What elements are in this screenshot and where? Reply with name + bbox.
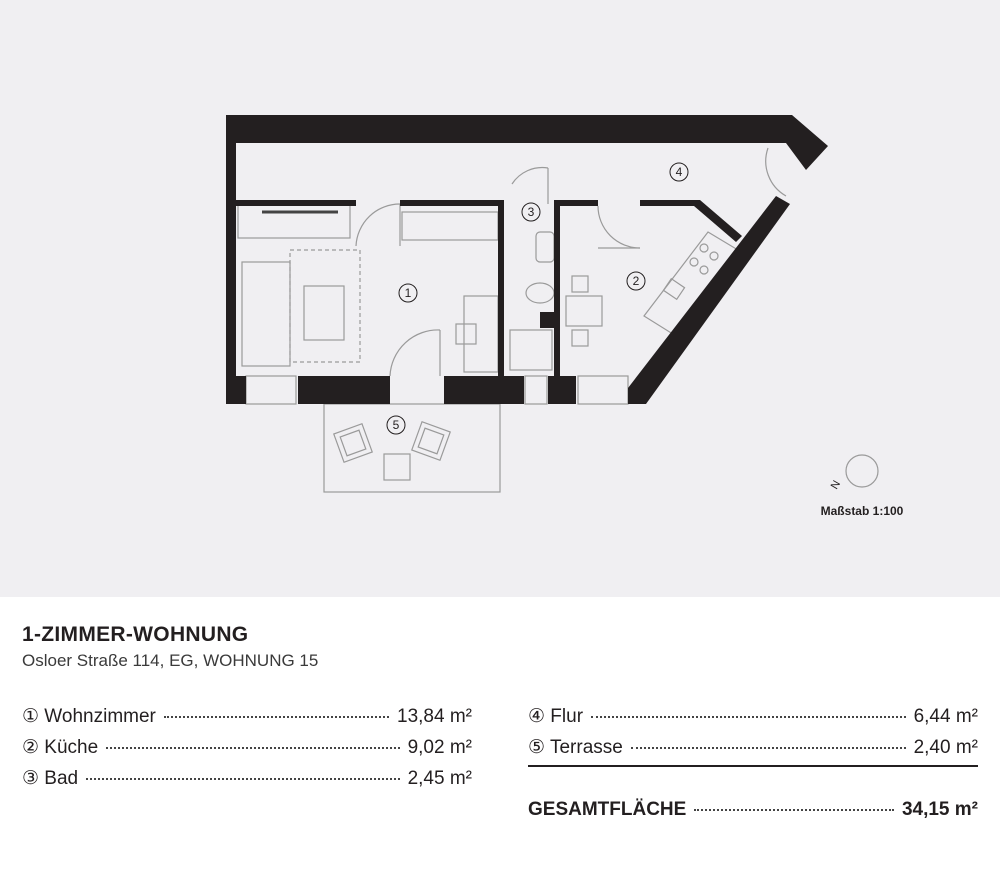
dot-leader bbox=[694, 809, 894, 811]
rug bbox=[290, 250, 360, 362]
room-row-label: ② Küche bbox=[22, 737, 99, 758]
kitchen-chair-bottom bbox=[572, 330, 588, 346]
kitchen-table bbox=[566, 296, 602, 326]
dot-leader bbox=[591, 716, 906, 718]
room-row-label: ① Wohnzimmer bbox=[22, 706, 156, 727]
room-row-terrasse bbox=[528, 736, 978, 760]
sofa bbox=[242, 262, 290, 366]
terrace-table bbox=[384, 454, 410, 480]
room-label-2 bbox=[627, 272, 645, 290]
north-circle bbox=[846, 455, 878, 487]
room-row-label: ⑤ Terrasse bbox=[528, 737, 623, 758]
room-row-kueche bbox=[22, 736, 472, 760]
room-label-1 bbox=[399, 284, 417, 302]
door-arc-entry bbox=[766, 148, 786, 196]
total-separator bbox=[528, 765, 978, 767]
kitchen-chair-top bbox=[572, 276, 588, 292]
desk bbox=[402, 212, 498, 240]
room-row-bad bbox=[22, 767, 472, 791]
dot-leader bbox=[164, 716, 389, 718]
room-row-value: 6,44 m² bbox=[913, 706, 978, 727]
room-label-4 bbox=[670, 163, 688, 181]
shower bbox=[510, 330, 552, 370]
scale-label: Maßstab 1:100 bbox=[820, 504, 904, 518]
walls bbox=[226, 115, 828, 404]
room-row-label: ④ Flur bbox=[528, 706, 584, 727]
room-row-value: 9,02 m² bbox=[407, 737, 472, 758]
sideboard bbox=[238, 204, 350, 238]
door-arc-kitchen bbox=[598, 206, 640, 248]
chair bbox=[456, 324, 476, 344]
room-label-3 bbox=[522, 203, 540, 221]
room-label-5 bbox=[387, 416, 405, 434]
apartment-title: 1-ZIMMER-WOHNUNG bbox=[22, 623, 249, 646]
sink bbox=[536, 232, 554, 262]
door-arc-bath bbox=[512, 168, 548, 184]
north-label: N bbox=[828, 478, 844, 492]
toilet bbox=[526, 283, 554, 303]
total-value: 34,15 m² bbox=[901, 799, 978, 820]
total-label: GESAMTFLÄCHE bbox=[528, 799, 687, 820]
info-panel bbox=[0, 597, 1000, 889]
svg-text:3: 3 bbox=[527, 205, 535, 219]
room-row-value: 13,84 m² bbox=[397, 706, 472, 727]
coffee-table bbox=[304, 286, 344, 340]
door-arc-living bbox=[356, 204, 400, 246]
room-row-value: 2,40 m² bbox=[913, 737, 978, 758]
apartment-address: Osloer Straße 114, EG, WOHNUNG 15 bbox=[22, 651, 319, 670]
room-row-wohnzimmer bbox=[22, 705, 472, 729]
total-row bbox=[528, 799, 978, 823]
terrace-chair-left bbox=[334, 424, 372, 462]
svg-text:5: 5 bbox=[392, 418, 400, 432]
terrace-chair-right bbox=[412, 422, 450, 460]
svg-text:2: 2 bbox=[632, 274, 640, 288]
svg-text:4: 4 bbox=[675, 165, 683, 179]
room-row-label: ③ Bad bbox=[22, 768, 79, 789]
dot-leader bbox=[106, 747, 399, 749]
wardrobe bbox=[464, 296, 498, 372]
svg-text:1: 1 bbox=[404, 286, 412, 300]
dot-leader bbox=[631, 747, 906, 749]
dot-leader bbox=[86, 778, 399, 780]
door-arc-terrace bbox=[390, 330, 440, 376]
room-row-value: 2,45 m² bbox=[407, 768, 472, 789]
room-row-flur bbox=[528, 705, 978, 729]
